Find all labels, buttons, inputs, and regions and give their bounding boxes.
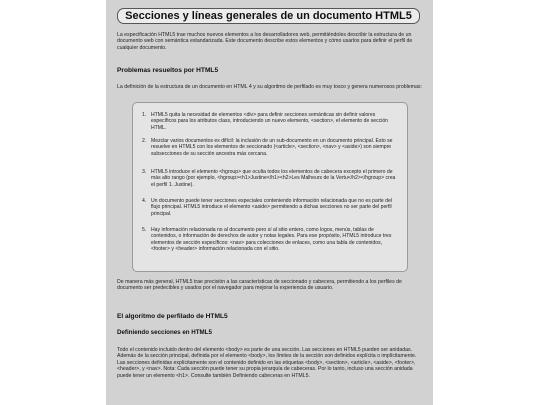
- document-page: [106, 0, 433, 405]
- section-heading-problems: Problemas resueltos por HTML5: [117, 67, 219, 74]
- list-item: 3. HTML5 introduce el elemento <hgroup> que oculta todos los elementos de cabecera excepto el primero de más alto rango (por ejemplo, <hgroup><h1>Justine</h1><h2>Les Malheurs de la Vertu</h2></hgroup> crea el perfil 1. Justine).: [142, 169, 396, 188]
- section-heading-algorithm: El algoritmo de perfilado de HTML5: [117, 313, 228, 320]
- subheading-defining-sections: Definiendo secciones en HTML5: [117, 329, 212, 336]
- sections-paragraph: Todo el contenido incluido dentro del elemento <body> es parte de una sección. Las secciones en HTML5 pueden ser anidadas. Además de la sección principal, definida por el elemento <body>, los límites de la sección son definidos explícita o implícitamente. Las secciones definidas explícitamente son el contenido definido en las etiquetas <body>, <section>, <article>, <aside>, <footer>, <header>, y <nav>. Nota: Cada sección puede tener su propia jerarquía de cabeceras. Por lo tanto, incluso una sección anidada puede tener un elemento <h1>. Consulte también Definiendo cabeceras en HTML5.: [117, 347, 417, 379]
- list-item: 4. Un documento puede tener secciones especiales conteniendo información relacionada que no es parte del flujo principal. HTML5 introduce el elemento <aside> permitiendo a dichas secciones no ser parte del perfil principal.: [142, 198, 392, 217]
- list-item: 5. Hay información relacionada no al documento pero sí al sitio entero, como logos, menús, tablas de contenidos, o información de derechos de autor y notas legales. Para ese propósito, HTML5 introduce tres elementos de sección específicos: <nav> para colecciones de enlaces, como una tabla de contenidos, <footer> y <header> información relacionada con el sitio.: [142, 227, 392, 252]
- page-title: Secciones y líneas generales de un documento HTML5: [117, 8, 420, 24]
- problems-paragraph: La definición de la estructura de un documento en HTML 4 y su algoritmo de perfilado es muy tosco y genera numerosos problemas:: [117, 84, 422, 90]
- list-item: 1. HTML5 quita la necesidad de elementos <div> para definir secciones semánticas sin definir valores específicos para los atributos class, introduciendo un nuevo elemento, <section>, el elemento de sección HTML.: [142, 112, 389, 131]
- closing-paragraph: De manera más general, HTML5 trae precisión a las características de seccionado y cabecera, permitiendo a los perfiles de documento ser predecibles y usados por el navegador para mejorar la experiencia de usuario.: [117, 279, 402, 292]
- list-item: 2. Mezclar varios documentos es difícil: la inclusión de un sub-documento en un documento principal. Esto se resuelve en HTML5 con los elementos de seccionado (<article>, <section>, <nav> y <aside>) son siempre subsecciones de su sección ancestra más cercana.: [142, 138, 393, 157]
- problems-list: [132, 102, 408, 272]
- intro-paragraph: La especificación HTML5 trae muchos nuevos elementos a los desarrolladores web, permitiéndoles describir la estructura de un documento web con semántica estandarizada. Este documento describe estos elementos y cómo usarlos para definir el perfil de cualquier documento.: [117, 32, 413, 51]
